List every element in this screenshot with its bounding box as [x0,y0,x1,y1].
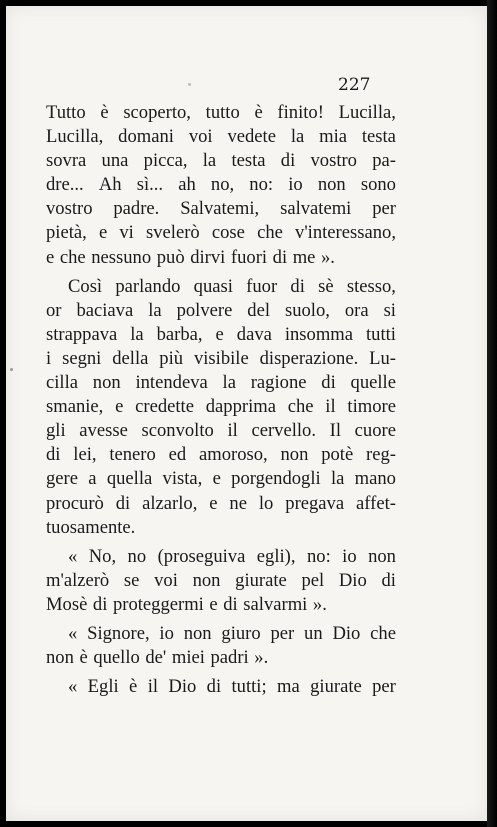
word: scoperto, [123,102,191,123]
word: « [68,676,78,698]
word: e [212,468,221,490]
word: no: [306,545,331,567]
word: il [147,676,159,698]
word: la [330,468,345,490]
word: voi [188,126,213,148]
word: cervello. [251,420,316,442]
word: credette [135,396,194,418]
word: di [223,593,238,615]
word: quelle [350,372,396,394]
word: sono [360,174,396,196]
word: Lucilla, [338,102,396,123]
word: procurò [46,492,104,514]
word: non [368,545,396,567]
word: di [206,676,222,698]
word: domani [118,126,174,148]
text-line [46,646,396,670]
text-line [46,149,396,173]
word: la [290,126,305,148]
word: è [129,676,138,698]
text-line [46,173,396,197]
word: pel [301,569,325,591]
word: ». [312,593,327,615]
word: vi [119,222,134,244]
word: per [372,198,396,220]
scan-edge [487,0,497,827]
word: cose [211,222,245,244]
text-line [46,443,396,467]
word: ah [178,174,196,196]
word: la [222,372,236,394]
word: tenero [109,444,156,466]
word: di [272,246,288,268]
word: Salvatemi, [180,198,260,220]
word: dre... [46,174,84,196]
text-line [46,492,396,516]
text-line [46,419,396,443]
word: segni [62,347,102,369]
word: me [292,246,316,268]
word: la [130,323,144,345]
word: che [59,246,86,268]
word: non [183,622,212,644]
word: Ah [98,174,122,196]
word: può [156,246,185,268]
text-line [46,545,396,569]
word: ». [320,246,335,268]
word: Egli [87,676,119,698]
text-line [46,467,396,491]
word: ragione [250,372,307,394]
text-line [46,347,396,371]
word: la [148,299,162,321]
text-line [46,125,396,149]
word: Lucilla, [46,126,104,148]
word: padri [210,647,249,669]
word: ora [344,299,369,321]
word: sconvolto [141,420,214,442]
word: è [79,647,88,669]
text-line [46,622,396,646]
text-line [46,371,396,395]
word: sì... [136,174,164,196]
word: Lu- [369,347,396,369]
word: no, [210,174,235,196]
word: pa- [372,150,396,172]
word: di [92,593,108,615]
word: m'alzerò [46,569,110,591]
text-line [46,246,396,270]
page-text [46,101,396,699]
word: e [98,222,108,244]
text-line [46,675,396,699]
word: cilla [46,372,79,394]
word: Signore, [87,622,150,644]
word: potè [321,444,354,466]
text-line [46,101,396,125]
word: una [101,150,129,172]
word: picca, [143,150,188,172]
word: testa [361,126,396,148]
word: a [88,468,97,490]
word: del [247,299,270,321]
word: e [115,396,124,418]
word: affet- [356,492,396,514]
word: non [280,444,309,466]
word: nessuno [91,246,152,268]
word: quella [106,468,153,490]
word: dava [236,323,272,345]
word: tutti; [231,676,267,698]
word: di [115,492,131,514]
text-line [46,593,396,617]
word: tuosamente. [46,516,136,538]
word: il [325,396,336,418]
word: vedete [227,126,276,148]
word: alzarlo, [142,492,198,514]
word: no: [249,174,274,196]
word: ». [254,647,269,669]
word: lei, [73,444,97,466]
word: sè [318,275,334,297]
word: sovra [46,150,87,172]
word: egli), [256,545,296,567]
word: testa [231,150,266,172]
text-line [46,197,396,221]
word: è [100,102,109,123]
word: e [215,323,224,345]
word: svelerò [146,222,200,244]
word: (proseguiva [157,545,246,567]
word: Così [68,275,103,297]
word: Tutto [46,102,86,123]
word: per [270,622,295,644]
word: Dio [332,622,361,644]
word: gere [46,468,78,490]
text-line [46,221,396,245]
word: vostro [310,150,357,172]
word: ma [277,676,300,698]
word: di [381,569,396,591]
text-line [46,395,396,419]
word: mia [319,126,347,148]
word: se [123,569,140,591]
word: lo [258,492,274,514]
word: quasi [193,275,233,297]
word: la [202,150,217,172]
word: no [127,545,147,567]
word: strappava [46,323,118,345]
word: dirvi [190,246,226,268]
word: tutto [205,102,240,123]
word: non [192,569,221,591]
word: finito! [277,102,324,123]
word: Mosè [46,593,88,615]
word: fuor [246,275,278,297]
word: visibile [193,347,249,369]
word: « [68,622,78,644]
word: un [304,622,323,644]
word: i [46,347,52,369]
text-line [46,275,396,299]
word: io [342,545,357,567]
page-number: 227 [338,75,371,95]
word: giurate [310,676,362,698]
word: per [372,676,396,698]
word: padre. [113,198,160,220]
word: di [290,275,305,297]
word: fuori [230,246,268,268]
word: smanie, [46,396,104,418]
word: pregava [285,492,345,514]
text-line [46,299,396,323]
paper-speck [10,368,13,371]
word: vista, [162,468,203,490]
word: salvatemi [280,198,352,220]
word: amoroso, [198,444,268,466]
word: reg- [366,444,396,466]
word: tutti [366,323,396,345]
word: Il [329,420,341,442]
word: avesse [79,420,128,442]
word: è [254,102,263,123]
text-line [46,323,396,347]
word: si [383,299,396,321]
word: « [68,545,78,567]
word: vostro [46,198,93,220]
word: baciava [76,299,134,321]
word: il [227,420,238,442]
word: voi [154,569,178,591]
word: giurate [235,569,287,591]
word: di [280,150,296,172]
word: mano [354,468,396,490]
word: v'interessano, [295,222,396,244]
word: giuro [221,622,261,644]
word: ne [229,492,247,514]
word: barba, [156,323,203,345]
word: non [46,647,74,669]
word: quello [93,647,140,669]
word: intendeva [135,372,208,394]
word: disperazione. [259,347,359,369]
word: polvere [176,299,233,321]
word: suolo, [284,299,330,321]
text-line [46,569,396,593]
word: miei [171,647,205,669]
word: che [370,622,396,644]
word: No, [88,545,117,567]
word: cuore [354,420,396,442]
word: insomma [284,323,354,345]
text-line [46,516,396,540]
word: che [287,396,314,418]
word: io [159,622,174,644]
paper-speck [188,83,191,86]
word: dapprima [205,396,276,418]
word: più [159,347,184,369]
word: di [46,444,61,466]
book-page [6,6,487,821]
word: timore [347,396,396,418]
word: pietà, [46,222,87,244]
word: che [257,222,283,244]
word: e [209,492,218,514]
word: Dio [168,676,197,698]
word: stesso, [346,275,396,297]
word: Dio [338,569,367,591]
word: non [92,372,121,394]
word: parlando [115,275,181,297]
word: de' [145,647,167,669]
word: e [209,593,218,615]
word: gli [46,420,66,442]
word: io [288,174,303,196]
word: proteggermi [112,593,204,615]
word: ed [168,444,187,466]
word: salvarmi [243,593,308,615]
word: e [46,246,55,268]
word: della [112,347,149,369]
word: porgendogli [231,468,321,490]
word: non [317,174,346,196]
word: or [46,299,62,321]
word: di [321,372,336,394]
